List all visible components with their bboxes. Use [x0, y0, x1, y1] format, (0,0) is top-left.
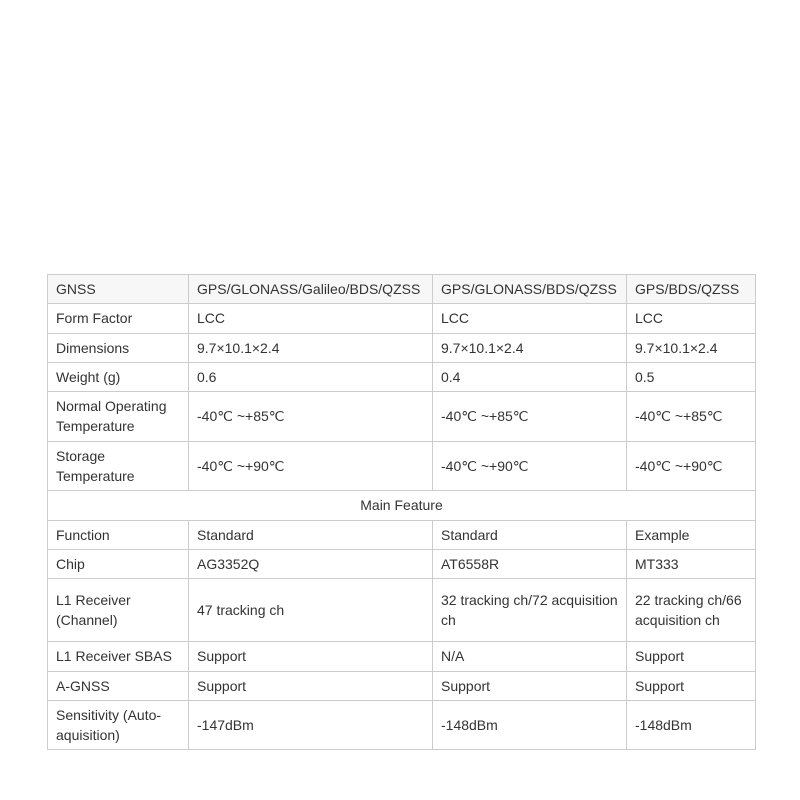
cell: GPS/BDS/QZSS — [627, 275, 756, 304]
cell: -40℃ ~+85℃ — [627, 392, 756, 442]
cell: -40℃ ~+90℃ — [627, 441, 756, 491]
cell: Example — [627, 520, 756, 549]
cell: -40℃ ~+90℃ — [189, 441, 433, 491]
cell: Support — [189, 642, 433, 671]
cell: -40℃ ~+85℃ — [189, 392, 433, 442]
table-row-agnss — [48, 671, 756, 700]
table-row-sensitivity — [48, 700, 756, 750]
cell: 0.4 — [433, 362, 627, 391]
row-label: Dimensions — [48, 333, 189, 362]
table-row-function — [48, 520, 756, 549]
table-row-chip — [48, 549, 756, 578]
row-label: Form Factor — [48, 304, 189, 333]
cell: Support — [627, 671, 756, 700]
cell: LCC — [433, 304, 627, 333]
row-label: Storage Temperature — [48, 441, 189, 491]
table-row-storage-temperature — [48, 441, 756, 491]
gnss-spec-table — [47, 274, 756, 750]
row-label: L1 Receiver SBAS — [48, 642, 189, 671]
row-label: Weight (g) — [48, 362, 189, 391]
cell: 9.7×10.1×2.4 — [627, 333, 756, 362]
row-label: A-GNSS — [48, 671, 189, 700]
row-label: Sensitivity (Auto-aquisition) — [48, 700, 189, 750]
cell: LCC — [189, 304, 433, 333]
cell: 47 tracking ch — [189, 579, 433, 642]
cell: -148dBm — [627, 700, 756, 750]
row-label: L1 Receiver (Channel) — [48, 579, 189, 642]
table-row-dimensions — [48, 333, 756, 362]
cell: LCC — [627, 304, 756, 333]
cell: -147dBm — [189, 700, 433, 750]
cell: AT6558R — [433, 549, 627, 578]
table-row-operating-temperature — [48, 392, 756, 442]
cell: Support — [433, 671, 627, 700]
cell: 0.5 — [627, 362, 756, 391]
cell: Standard — [189, 520, 433, 549]
cell: 0.6 — [189, 362, 433, 391]
row-label: GNSS — [48, 275, 189, 304]
row-label: Chip — [48, 549, 189, 578]
table-row-form-factor — [48, 304, 756, 333]
cell: AG3352Q — [189, 549, 433, 578]
cell: 22 tracking ch/66 acquisition ch — [627, 579, 756, 642]
cell: N/A — [433, 642, 627, 671]
table-row-l1-receiver-channel — [48, 579, 756, 642]
table-row-section-header — [48, 491, 756, 520]
cell: Standard — [433, 520, 627, 549]
row-label: Normal Operating Temperature — [48, 392, 189, 442]
cell: Support — [627, 642, 756, 671]
cell: GPS/GLONASS/Galileo/BDS/QZSS — [189, 275, 433, 304]
cell: -40℃ ~+90℃ — [433, 441, 627, 491]
table-row-weight — [48, 362, 756, 391]
section-title: Main Feature — [48, 491, 756, 520]
table-row-l1-receiver-sbas — [48, 642, 756, 671]
cell: -148dBm — [433, 700, 627, 750]
cell: 9.7×10.1×2.4 — [433, 333, 627, 362]
cell: 9.7×10.1×2.4 — [189, 333, 433, 362]
cell: MT333 — [627, 549, 756, 578]
cell: GPS/GLONASS/BDS/QZSS — [433, 275, 627, 304]
cell: -40℃ ~+85℃ — [433, 392, 627, 442]
cell: 32 tracking ch/72 acquisition ch — [433, 579, 627, 642]
table-row-gnss — [48, 275, 756, 304]
row-label: Function — [48, 520, 189, 549]
cell: Support — [189, 671, 433, 700]
